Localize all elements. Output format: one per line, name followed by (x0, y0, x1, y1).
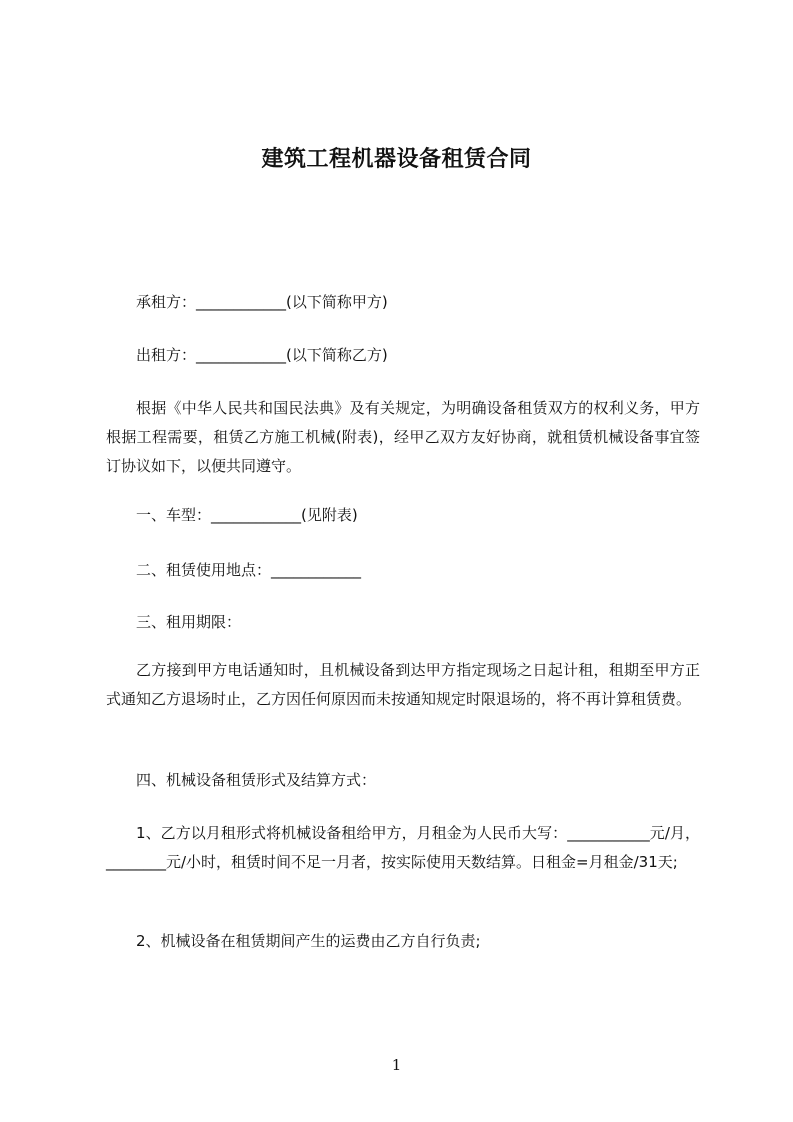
section1-blank: ____________ (211, 506, 302, 524)
section4-heading: 四、机械设备租赁形式及结算方式： (136, 771, 377, 789)
lessor-line (136, 345, 388, 365)
item1-part3: 元/小时，租赁时间不足一月者，按实际使用天数结算。日租金=月租金/31天; (166, 853, 678, 871)
section4-item2: 2、机械设备在租赁期间产生的运费由乙方自行负责; (136, 932, 481, 950)
section2-label: 二、租赁使用地点： (136, 561, 272, 579)
section1-vehicle-type (136, 505, 358, 525)
section2-blank: ____________ (271, 561, 362, 579)
lessee-suffix: (以下简称甲方) (286, 293, 388, 311)
intro-paragraph: 根据《中华人民共和国民法典》及有关规定，为明确设备租赁双方的权利义务，甲方根据工程需要，租赁乙方施工机械(附表)，经甲乙双方友好协商，就租赁机械设备事宜签订协议如下，以便共同遵守。 (106, 399, 700, 475)
section3-heading: 三、租用期限： (136, 613, 242, 631)
section4-item1 (106, 819, 700, 877)
lessee-blank: ____________ (196, 293, 287, 311)
item1-part2: 元/月， (649, 824, 701, 842)
page-number: 1 (391, 1056, 402, 1074)
section1-suffix: (见附表) (301, 506, 358, 524)
item1-blank1: ___________ (567, 824, 650, 842)
section2-location (136, 560, 361, 580)
section1-label: 一、车型： (136, 506, 212, 524)
item1-part1: 1、乙方以月租形式将机械设备租给甲方，月租金为人民币大写： (136, 824, 568, 842)
document-title: 建筑工程机器设备租赁合同 (261, 147, 532, 172)
lessor-blank: ____________ (196, 346, 287, 364)
section3-body: 乙方接到甲方电话通知时，且机械设备到达甲方指定现场之日起计租，租期至甲方正式通知乙方退场时止，乙方因任何原因而未按通知规定时限退场的，将不再计算租赁费。 (106, 661, 700, 708)
lessor-suffix: (以下简称乙方) (286, 346, 388, 364)
lessee-line (136, 292, 388, 312)
lessee-label: 承租方： (136, 293, 197, 311)
lessor-label: 出租方： (136, 346, 197, 364)
item1-blank2: ________ (106, 853, 166, 871)
